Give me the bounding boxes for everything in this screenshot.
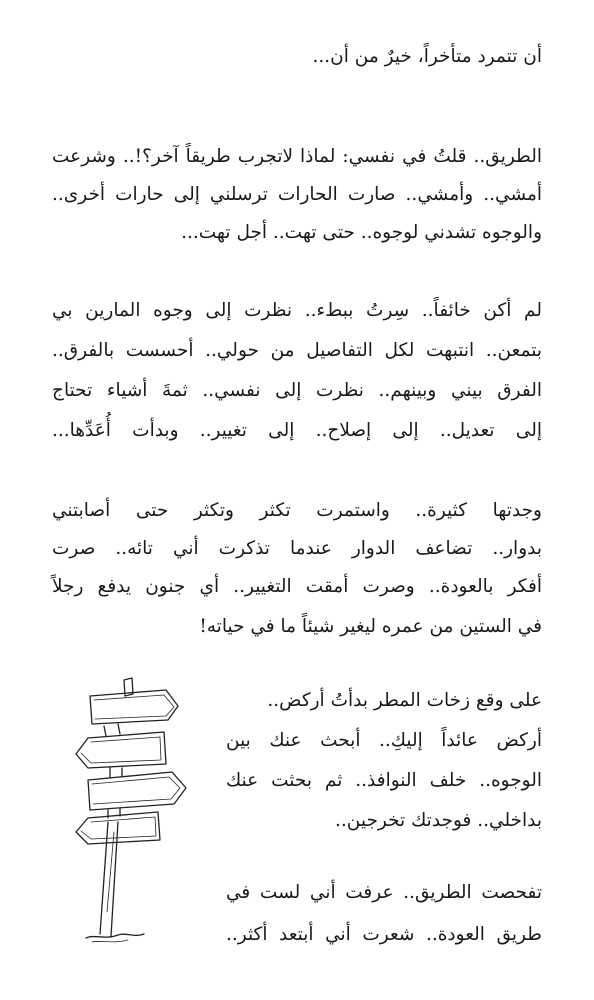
text-line: لم أكن خائفاً.. سِرتُ ببطء.. نظرت إلى وجوه المارين بي	[52, 300, 542, 321]
text-line: أركض عائداً إليكِ.. أبحث عنك بين	[226, 730, 542, 751]
text-line: بداخلي.. فوجدتك تخرجين..	[335, 810, 542, 831]
text-line: تفحصت الطريق.. عرفت أني لست في	[226, 882, 542, 903]
text-line: الطريق.. قلتُ في نفسي: لماذا لاتجرب طريقاً آخر؟!.. وشرعت	[52, 146, 542, 167]
text-line: بتمعن.. انتبهت لكل التفاصيل من حولي.. أحسست بالفرق..	[52, 340, 542, 361]
text-line: أمشي.. وأمشي.. صارت الحارات ترسلني إلى حارات أخرى..	[52, 184, 542, 205]
text-line: الوجوه.. خلف النوافذ.. ثم بحثت عنك	[226, 770, 542, 791]
text-line: طريق العودة.. شعرت أني أبتعد أكثر..	[226, 924, 542, 945]
text-line: الفرق بيني وبينهم.. نظرت إلى نفسي.. ثمةَ أشياء تحتاج	[52, 380, 542, 401]
text-line: بدوار.. تضاعف الدوار عندما تذكرت أني تائه.. صرت	[52, 538, 542, 559]
opening-line: أن تتمرد متأخراً، خيرٌ من أن...	[312, 46, 542, 67]
text-line: على وقع زخات المطر بدأتُ أركض..	[267, 690, 542, 711]
text-line: والوجوه تشدني لوجوه.. حتى تهت.. أجل تهت...	[181, 222, 542, 243]
text-line: وجدتها كثيرة.. واستمرت تكثر وتكثر حتى أصابتني	[52, 500, 542, 521]
signpost-illustration	[48, 672, 198, 972]
text-line: أفكر بالعودة.. وصرت أمقت التغيير.. أي جنون يدفع رجلاً	[52, 576, 542, 597]
text-line: إلى تعديل.. إلى إصلاح.. إلى تغيير.. وبدأت أُعَدِّها...	[52, 420, 542, 441]
text-line: في الستين من عمره ليغير شيئاً ما في حياته!	[199, 616, 542, 637]
